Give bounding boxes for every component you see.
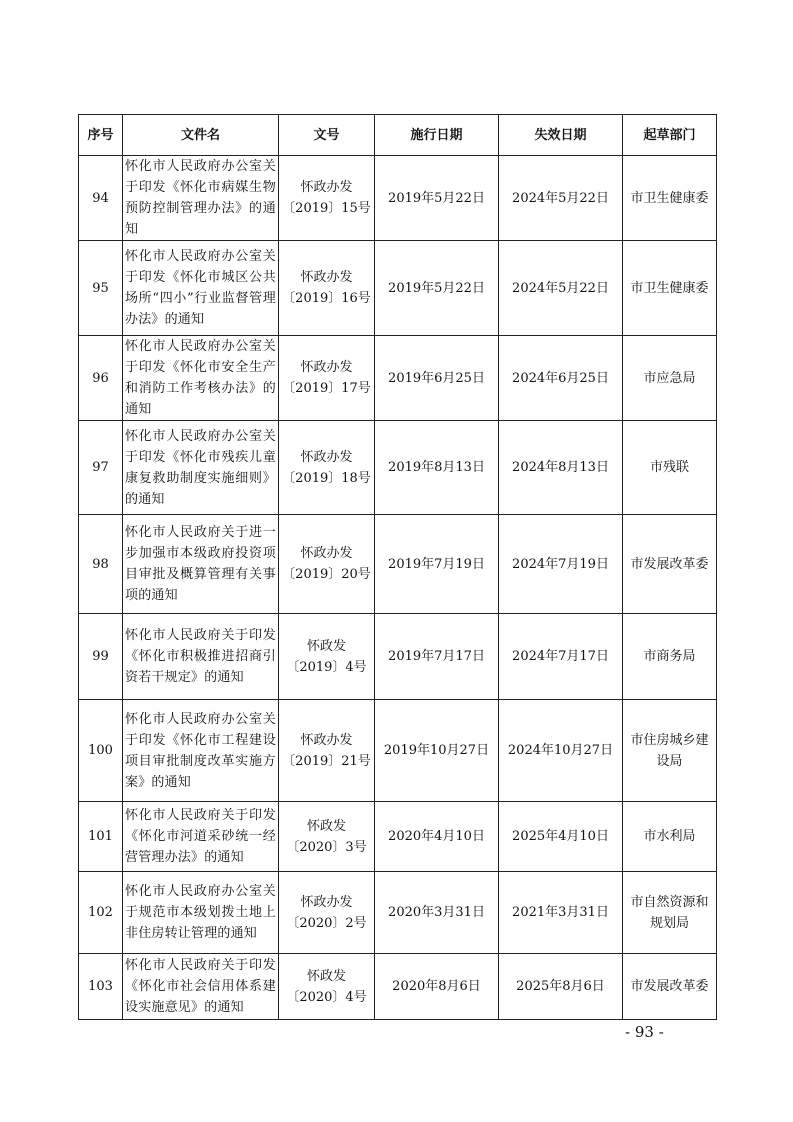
row-department: 市卫生健康委 bbox=[623, 241, 717, 336]
header-serial: 序号 bbox=[79, 115, 123, 156]
row-document-name: 怀化市人民政府办公室关于印发《怀化市残疾儿童康复救助制度实施细则》的通知 bbox=[123, 421, 279, 515]
row-serial: 98 bbox=[79, 515, 123, 614]
row-document-name: 怀化市人民政府关于进一步加强市本级政府投资项目审批及概算管理有关事项的通知 bbox=[123, 515, 279, 614]
row-effective-date: 2019年8月13日 bbox=[375, 421, 499, 515]
row-department: 市残联 bbox=[623, 421, 717, 515]
table-row bbox=[79, 336, 717, 421]
regulation-table bbox=[78, 114, 717, 1020]
row-department: 市商务局 bbox=[623, 614, 717, 700]
row-serial: 103 bbox=[79, 954, 123, 1020]
row-serial: 96 bbox=[79, 336, 123, 421]
row-document-number: 怀政发〔2019〕4号 bbox=[279, 614, 375, 700]
table-row bbox=[79, 614, 717, 700]
row-department: 市住房城乡建设局 bbox=[623, 700, 717, 802]
row-effective-date: 2019年6月25日 bbox=[375, 336, 499, 421]
row-department: 市卫生健康委 bbox=[623, 156, 717, 241]
row-expiry-date: 2021年3月31日 bbox=[499, 872, 623, 954]
table-row bbox=[79, 802, 717, 872]
row-department: 市发展改革委 bbox=[623, 954, 717, 1020]
row-document-number: 怀政发〔2020〕4号 bbox=[279, 954, 375, 1020]
row-document-name: 怀化市人民政府办公室关于印发《怀化市城区公共场所“四小”行业监督管理办法》的通知 bbox=[123, 241, 279, 336]
row-department: 市自然资源和规划局 bbox=[623, 872, 717, 954]
table-row bbox=[79, 241, 717, 336]
row-expiry-date: 2024年5月22日 bbox=[499, 156, 623, 241]
row-serial: 99 bbox=[79, 614, 123, 700]
row-expiry-date: 2024年7月17日 bbox=[499, 614, 623, 700]
row-expiry-date: 2024年7月19日 bbox=[499, 515, 623, 614]
header-document-name: 文件名 bbox=[123, 115, 279, 156]
row-department: 市水利局 bbox=[623, 802, 717, 872]
row-document-number: 怀政办发〔2019〕17号 bbox=[279, 336, 375, 421]
row-document-number: 怀政发〔2020〕3号 bbox=[279, 802, 375, 872]
header-document-number: 文号 bbox=[279, 115, 375, 156]
header-expiry-date: 失效日期 bbox=[499, 115, 623, 156]
page-number: - 93 - bbox=[625, 1023, 664, 1041]
row-effective-date: 2019年5月22日 bbox=[375, 241, 499, 336]
row-expiry-date: 2024年10月27日 bbox=[499, 700, 623, 802]
row-document-number: 怀政办发〔2019〕21号 bbox=[279, 700, 375, 802]
row-document-number: 怀政办发〔2019〕15号 bbox=[279, 156, 375, 241]
row-serial: 102 bbox=[79, 872, 123, 954]
row-expiry-date: 2024年6月25日 bbox=[499, 336, 623, 421]
table-row bbox=[79, 515, 717, 614]
header-effective-date: 施行日期 bbox=[375, 115, 499, 156]
row-expiry-date: 2024年8月13日 bbox=[499, 421, 623, 515]
row-effective-date: 2020年4月10日 bbox=[375, 802, 499, 872]
row-document-number: 怀政办发〔2019〕16号 bbox=[279, 241, 375, 336]
row-expiry-date: 2024年5月22日 bbox=[499, 241, 623, 336]
row-document-number: 怀政办发〔2019〕20号 bbox=[279, 515, 375, 614]
row-serial: 95 bbox=[79, 241, 123, 336]
row-effective-date: 2020年8月6日 bbox=[375, 954, 499, 1020]
row-effective-date: 2019年5月22日 bbox=[375, 156, 499, 241]
row-effective-date: 2019年7月17日 bbox=[375, 614, 499, 700]
row-department: 市应急局 bbox=[623, 336, 717, 421]
table-row bbox=[79, 156, 717, 241]
header-drafting-department: 起草部门 bbox=[623, 115, 717, 156]
table-row bbox=[79, 421, 717, 515]
row-department: 市发展改革委 bbox=[623, 515, 717, 614]
row-effective-date: 2020年3月31日 bbox=[375, 872, 499, 954]
row-document-name: 怀化市人民政府办公室关于印发《怀化市安全生产和消防工作考核办法》的通知 bbox=[123, 336, 279, 421]
row-serial: 100 bbox=[79, 700, 123, 802]
row-document-name: 怀化市人民政府关于印发《怀化市积极推进招商引资若干规定》的通知 bbox=[123, 614, 279, 700]
row-document-name: 怀化市人民政府关于印发《怀化市河道采砂统一经营管理办法》的通知 bbox=[123, 802, 279, 872]
row-effective-date: 2019年10月27日 bbox=[375, 700, 499, 802]
row-effective-date: 2019年7月19日 bbox=[375, 515, 499, 614]
row-document-name: 怀化市人民政府办公室关于规范市本级划拨土地上非住房转让管理的通知 bbox=[123, 872, 279, 954]
row-document-number: 怀政办发〔2020〕2号 bbox=[279, 872, 375, 954]
row-expiry-date: 2025年4月10日 bbox=[499, 802, 623, 872]
table-row bbox=[79, 954, 717, 1020]
table-row bbox=[79, 872, 717, 954]
row-serial: 94 bbox=[79, 156, 123, 241]
table-row bbox=[79, 700, 717, 802]
row-document-number: 怀政办发〔2019〕18号 bbox=[279, 421, 375, 515]
table-header-row bbox=[79, 115, 717, 156]
row-document-name: 怀化市人民政府关于印发《怀化市社会信用体系建设实施意见》的通知 bbox=[123, 954, 279, 1020]
row-document-name: 怀化市人民政府办公室关于印发《怀化市工程建设项目审批制度改革实施方案》的通知 bbox=[123, 700, 279, 802]
row-expiry-date: 2025年8月6日 bbox=[499, 954, 623, 1020]
row-serial: 97 bbox=[79, 421, 123, 515]
row-serial: 101 bbox=[79, 802, 123, 872]
row-document-name: 怀化市人民政府办公室关于印发《怀化市病媒生物预防控制管理办法》的通知 bbox=[123, 156, 279, 241]
